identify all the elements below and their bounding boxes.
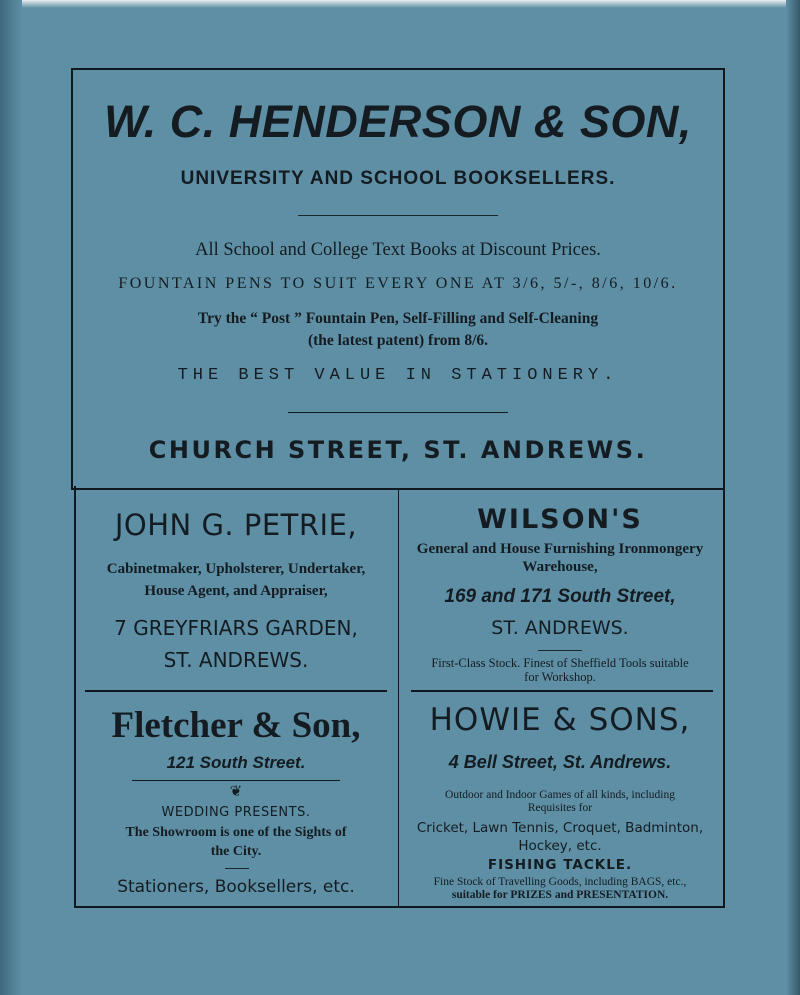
henderson-divider-bottom <box>288 412 508 413</box>
fletcher-trade-line: Stationers, Booksellers, etc. <box>117 877 355 897</box>
wilson-stock-line: First-Class Stock. Finest of Sheffield Tools suitable <box>431 656 689 670</box>
howie-travel-goods-line: Fine Stock of Travelling Goods, including BAGS, etc., <box>433 876 687 888</box>
howie-name: HOWIE & SONS, <box>429 702 691 738</box>
left-column-divider <box>85 690 387 692</box>
henderson-address: CHURCH STREET, ST. ANDREWS. <box>148 436 648 464</box>
howie-hockey-line: Hockey, etc. <box>518 838 602 854</box>
wilson-street-address: 169 and 171 South Street, <box>444 586 676 607</box>
petrie-name: JOHN G. PETRIE, <box>114 508 358 542</box>
petrie-advert <box>80 488 392 688</box>
fletcher-address: 121 South Street. <box>166 753 306 772</box>
henderson-fountain-pens-line: FOUNTAIN PENS TO SUIT EVERY ONE AT 3/6, 5/-, 8/6, 10/6. <box>118 275 678 292</box>
right-column-divider <box>411 690 713 692</box>
howie-address: 4 Bell Street, St. Andrews. <box>448 752 672 772</box>
howie-games-line: Outdoor and Indoor Games of all kinds, including <box>445 789 675 801</box>
petrie-agent-line: House Agent, and Appraiser, <box>144 583 328 599</box>
page-left-edge <box>0 0 22 995</box>
petrie-town: ST. ANDREWS. <box>163 648 309 672</box>
howie-advert <box>404 694 716 904</box>
fletcher-advert <box>80 694 392 904</box>
fletcher-showroom-line: The Showroom is one of the Sights of <box>125 825 347 840</box>
wilson-advert <box>404 488 716 688</box>
wilson-name: WILSON'S <box>477 504 643 535</box>
petrie-street-address: 7 GREYFRIARS GARDEN, <box>114 616 358 640</box>
fletcher-ornament-icon: ❦ <box>229 782 243 800</box>
wilson-workshop-line: for Workshop. <box>524 670 596 684</box>
henderson-discount-line: All School and College Text Books at Discount Prices. <box>195 240 601 260</box>
howie-sports-line: Cricket, Lawn Tennis, Croquet, Badminton, <box>416 820 704 836</box>
petrie-trades-line: Cabinetmaker, Upholsterer, Undertaker, <box>106 561 366 577</box>
henderson-stationery-line: THE BEST VALUE IN STATIONERY. <box>177 366 619 385</box>
henderson-post-pen-line: Try the “ Post ” Fountain Pen, Self-Filling and Self-Cleaning <box>197 310 599 327</box>
henderson-subtitle: UNIVERSITY AND SCHOOL BOOKSELLERS. <box>180 168 616 189</box>
wilson-ironmongery-line: General and House Furnishing Ironmongery <box>416 541 704 557</box>
henderson-divider-top <box>298 215 498 216</box>
howie-requisites-line: Requisites for <box>527 802 593 814</box>
fletcher-small-divider <box>225 868 249 869</box>
wilson-small-divider <box>538 650 582 651</box>
page-right-edge <box>786 0 800 995</box>
fletcher-wedding-line: WEDDING PRESENTS. <box>161 805 311 820</box>
henderson-advert <box>71 68 725 490</box>
page-top-edge <box>0 0 800 8</box>
fletcher-city-line: the City. <box>210 844 262 859</box>
henderson-patent-line: (the latest patent) from 8/6. <box>307 332 489 349</box>
vertical-column-divider <box>398 488 399 906</box>
henderson-name: W. C. HENDERSON & SON, <box>104 96 692 147</box>
fletcher-divider <box>132 780 340 781</box>
howie-fishing-line: FISHING TACKLE. <box>487 857 633 873</box>
fletcher-name: Fletcher & Son, <box>111 705 361 746</box>
wilson-warehouse-line: Warehouse, <box>522 559 598 575</box>
wilson-town: ST. ANDREWS. <box>491 617 629 639</box>
howie-prizes-line: suitable for PRIZES and PRESENTATION. <box>451 889 669 901</box>
